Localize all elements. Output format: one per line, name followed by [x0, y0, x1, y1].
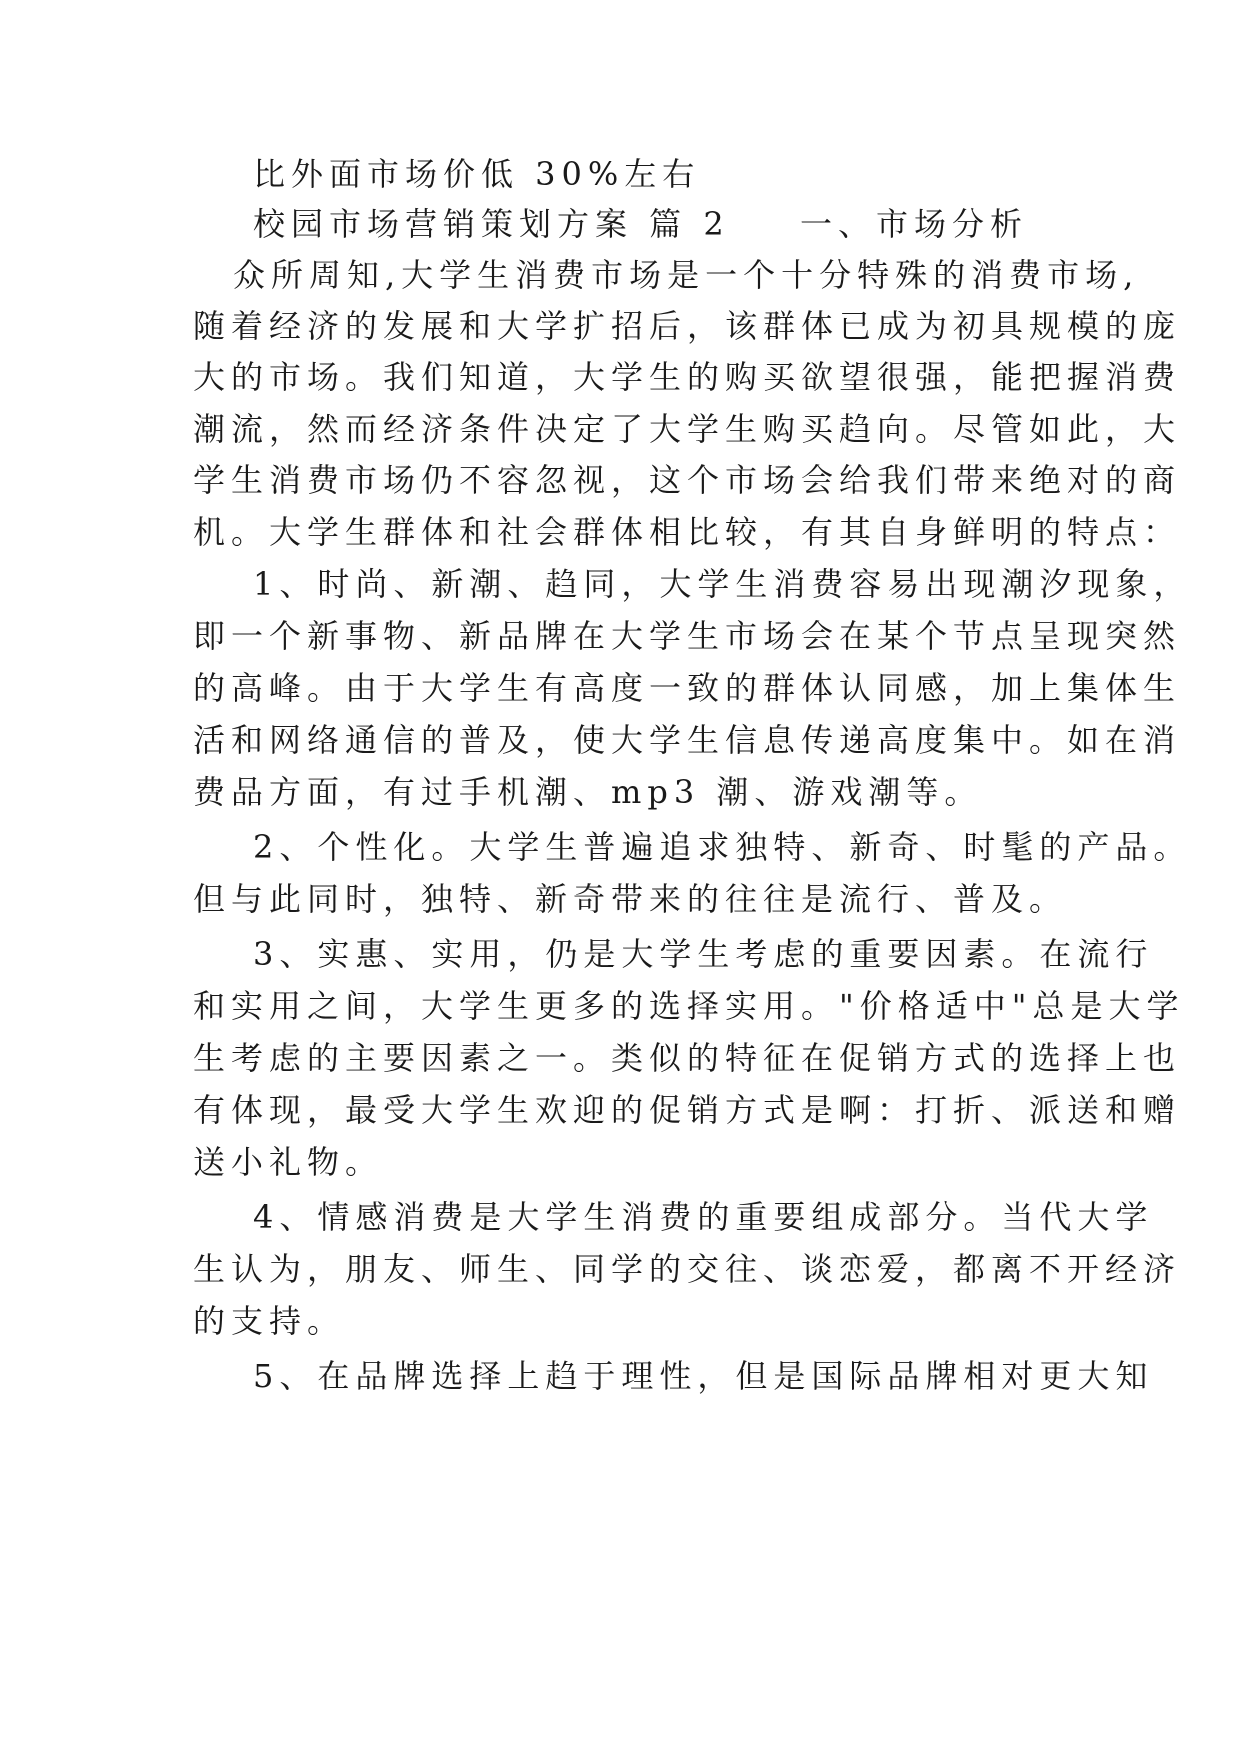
text-line-22: 生认为，朋友、师生、同学的交往、谈恋爱，都离不开经济 [193, 1250, 1182, 1288]
text-line-20: 送小礼物。 [193, 1143, 384, 1181]
text-line-17: 和实用之间，大学生更多的选择实用。"价格适中"总是大学 [193, 987, 1185, 1025]
text-line-16: 3、实惠、实用，仍是大学生考虑的重要因素。在流行 [253, 935, 1154, 973]
text-line-18: 生考虑的主要因素之一。类似的特征在促销方式的选择上也 [193, 1039, 1182, 1077]
text-line-24: 5、在品牌选择上趋于理性，但是国际品牌相对更大知 [253, 1357, 1154, 1395]
text-line-13: 费品方面，有过手机潮、mp3 潮、游戏潮等。 [193, 773, 983, 811]
text-line-8: 机。大学生群体和社会群体相比较，有其自身鲜明的特点： [193, 513, 1182, 551]
text-line-19: 有体现，最受大学生欢迎的促销方式是啊：打折、派送和赠 [193, 1091, 1182, 1129]
text-line-3: 众所周知,大学生消费市场是一个十分特殊的消费市场, [233, 256, 1140, 294]
text-line-11: 的高峰。由于大学生有高度一致的群体认同感，加上集体生 [193, 669, 1182, 707]
text-line-6: 潮流，然而经济条件决定了大学生购买趋向。尽管如此，大 [193, 410, 1182, 448]
text-line-23: 的支持。 [193, 1302, 346, 1340]
text-line-2: 校园市场营销策划方案 篇 2 一、市场分析 [253, 205, 1029, 243]
text-line-21: 4、情感消费是大学生消费的重要组成部分。当代大学 [253, 1198, 1154, 1236]
text-line-1: 比外面市场价低 30%左右 [253, 155, 701, 193]
text-line-9: 1、时尚、新潮、趋同，大学生消费容易出现潮汐现象， [253, 565, 1192, 603]
text-line-15: 但与此同时，独特、新奇带来的往往是流行、普及。 [193, 880, 1068, 918]
text-line-14: 2、个性化。大学生普遍追求独特、新奇、时髦的产品。 [253, 828, 1192, 866]
text-line-5: 大的市场。我们知道，大学生的购买欲望很强，能把握消费 [193, 358, 1182, 396]
text-line-12: 活和网络通信的普及，使大学生信息传递高度集中。如在消 [193, 721, 1182, 759]
text-line-4: 随着经济的发展和大学扩招后，该群体已成为初具规模的庞 [193, 307, 1182, 345]
text-line-10: 即一个新事物、新品牌在大学生市场会在某个节点呈现突然 [193, 617, 1182, 655]
text-line-7: 学生消费市场仍不容忽视，这个市场会给我们带来绝对的商 [193, 461, 1182, 499]
